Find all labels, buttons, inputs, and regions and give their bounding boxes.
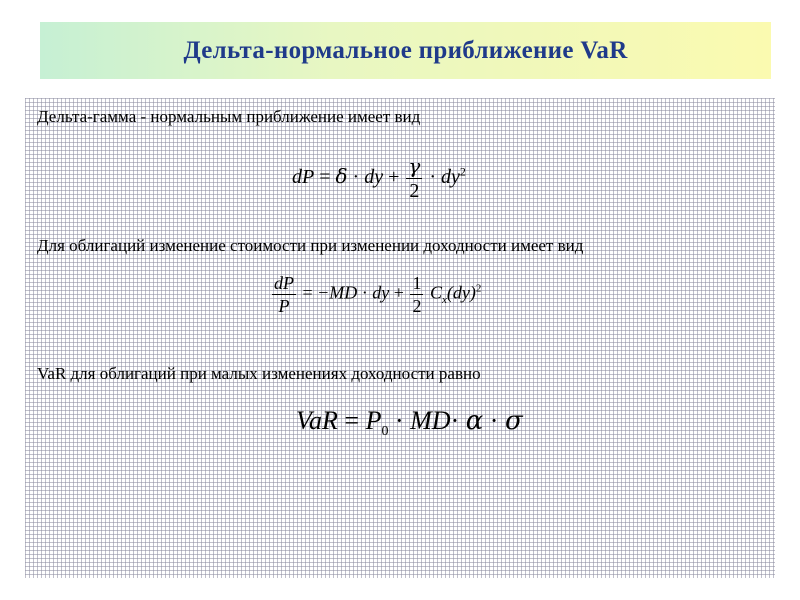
formula3-alpha: α (465, 406, 484, 436)
formula2-minus-md: −MD (317, 282, 358, 303)
formula1-exponent: 2 (459, 164, 466, 179)
paragraph-var-bonds: VaR для облигаций при малых изменениях доходности равно (37, 364, 481, 383)
formula3-eq: = (344, 406, 360, 435)
formula3-dot1: · (394, 406, 404, 435)
slide-title: Дельта-нормальное приближение VaR (183, 36, 628, 64)
paragraph-bond-value-change: Для облигаций изменение стоимости при изменении доходности имеет вид (37, 236, 584, 255)
formula2-dp-over-p (272, 272, 296, 317)
formula1-gamma-fraction (406, 154, 422, 203)
formula1-gamma: γ (408, 154, 421, 178)
formula2-half (410, 272, 423, 317)
formula1-plus: + (388, 166, 400, 189)
formula-var (296, 406, 523, 447)
formula2-one: 1 (412, 273, 422, 293)
formula2-dot: · (361, 282, 368, 303)
formula1-two: 2 (406, 178, 422, 203)
formula3-p: P (365, 406, 382, 435)
formula1-eq: = (319, 166, 331, 189)
formula2-num: dP (274, 273, 294, 293)
formula-bond-duration-convexity (270, 272, 481, 317)
formula1-dot2: · (429, 166, 437, 189)
formula1-lhs: dP (292, 166, 315, 189)
formula2-exponent: 2 (475, 282, 482, 295)
formula2-two: 2 (412, 296, 422, 316)
title-bar (40, 22, 771, 79)
formula2-eq: = (302, 282, 313, 303)
formula2-plus: + (393, 282, 404, 303)
formula1-delta: δ (335, 164, 348, 189)
formula2-den: P (272, 294, 296, 317)
formula1-dot1: · (352, 166, 360, 189)
formula1-dy2: dy (441, 166, 460, 189)
formula2-paren-dy: (dy) (446, 282, 476, 303)
paragraph-delta-gamma: Дельта-гамма - нормальным приближение имеет вид (37, 107, 421, 126)
formula3-sigma: σ (504, 406, 523, 436)
formula2-dy: dy (372, 282, 390, 303)
formula3-dot3: · (489, 406, 499, 435)
formula3-dot2: · (450, 406, 460, 435)
formula3-md: MD (410, 406, 451, 435)
formula3-var: VaR (296, 406, 338, 435)
formula2-c: C (429, 282, 442, 303)
formula1-dy1: dy (364, 166, 384, 189)
formula2-sub-x: x (441, 294, 447, 307)
formula-delta-gamma (292, 154, 466, 203)
formula3-sub-0: 0 (381, 424, 389, 440)
